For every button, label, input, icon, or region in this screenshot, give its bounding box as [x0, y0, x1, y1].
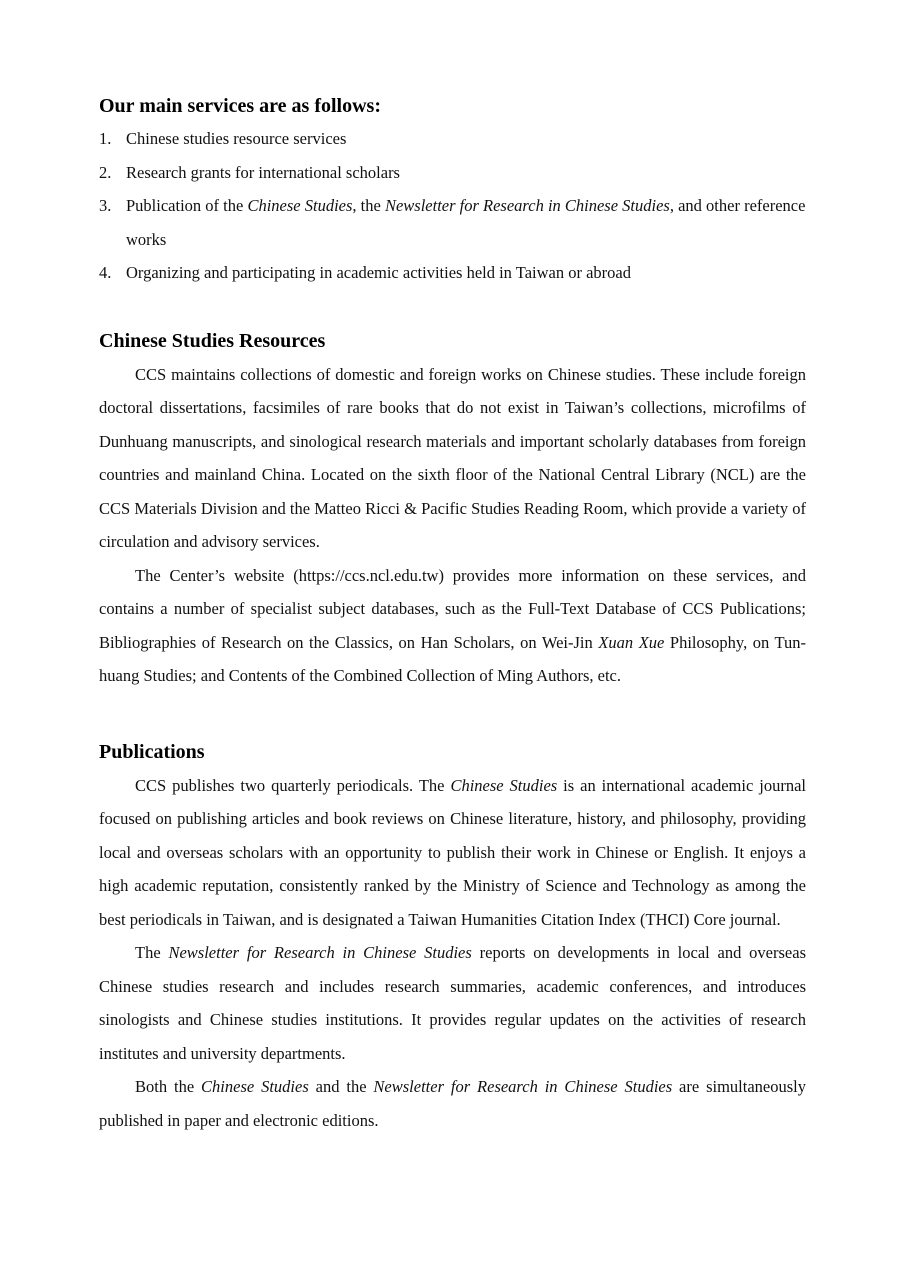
services-heading: Our main services are as follows: — [99, 95, 382, 117]
list-item-text: Research grants for international scholars — [126, 162, 400, 182]
paragraph-text: The Center’s website (https://ccs.ncl.edu.tw) provides more information on these services, and contains a number of specialist subject databases, such as the Full-Text Database of CCS Publications; Bibliographies of Research on the Classics, on Han Scholars, on Wei-Jin — [99, 565, 806, 652]
resources-paragraph-1: CCS maintains collections of domestic and foreign works on Chinese studies. These include foreign doctoral dissertations, facsimiles of rare books that do not exist in Taiwan’s collections, microfilms of Dunhuang manuscripts, and sinological research materials and important scholarly databases from foreign countries and mainland China. Located on the sixth floor of the National Central Library (NCL) are the CCS Materials Division and the Matteo Ricci & Pacific Studies Reading Room, which provide a variety of circulation and advisory services. — [99, 364, 806, 551]
list-item-text: , and other reference works — [126, 196, 806, 249]
document-page — [99, 92, 806, 1137]
publications-paragraph-3 — [99, 1070, 806, 1137]
list-number: 2. — [99, 162, 112, 182]
publications-paragraph-2 — [99, 936, 806, 1070]
journal-title: Chinese Studies — [201, 1077, 309, 1096]
newsletter-title: Newsletter for Research in Chinese Studies — [168, 943, 472, 962]
list-number: 1. — [99, 129, 112, 148]
term-xuan-xue: Xuan Xue — [598, 632, 665, 652]
list-item-text: , the — [352, 196, 385, 215]
publications-heading: Publications — [99, 740, 205, 763]
list-number: 4. — [99, 263, 112, 282]
list-item-text: Chinese studies resource services — [126, 129, 347, 148]
newsletter-title: Newsletter for Research in Chinese Studies — [373, 1077, 673, 1096]
resources-section — [99, 327, 806, 693]
journal-title: Chinese Studies — [247, 196, 353, 215]
journal-title: Chinese Studies — [450, 775, 558, 795]
paragraph-text: Both the — [135, 1077, 202, 1096]
paragraph-text: is an international academic journal focused on publishing articles and book reviews on Chinese literature, history, and philosophy, providing local and overseas scholars with an opportunity to publish their work in Chinese or English. It enjoys a high academic reputation, consistently ranked by the Ministry of Science and Technology as among the best periodicals in Taiwan, and is designated a Taiwan Humanities Citation Index (THCI) Core journal. — [99, 775, 806, 929]
paragraph-text: Philosophy, on Tun-huang Studies; and Contents of the Combined Collection of Ming Authors, etc. — [99, 632, 807, 685]
paragraph-text: CCS publishes two quarterly periodicals. The — [135, 775, 451, 795]
publications-paragraph-1 — [99, 769, 806, 937]
services-list-item — [99, 122, 806, 156]
newsletter-title: Newsletter for Research in Chinese Studies — [384, 196, 670, 215]
services-list-item — [99, 156, 806, 190]
services-list-item — [99, 256, 806, 290]
list-item-text: Organizing and participating in academic activities held in Taiwan or abroad — [126, 263, 631, 282]
paragraph-text: and the — [308, 1077, 374, 1096]
services-list-item — [99, 189, 806, 256]
services-section — [99, 92, 806, 290]
resources-paragraph-2 — [99, 559, 806, 693]
services-list — [99, 122, 806, 290]
paragraph-text: The — [135, 943, 169, 962]
list-number: 3. — [99, 196, 112, 215]
paragraph-text: reports on developments in local and overseas Chinese studies research and includes research summaries, academic conferences, and introduces sinologists and Chinese studies institutions. It provides regular updates on the activities of research institutes and university departments. — [99, 943, 806, 1063]
list-item-text: Publication of the — [126, 196, 248, 215]
publications-section — [99, 738, 806, 1138]
paragraph-text: are simultaneously published in paper and electronic editions. — [99, 1077, 806, 1130]
resources-heading: Chinese Studies Resources — [99, 329, 326, 352]
